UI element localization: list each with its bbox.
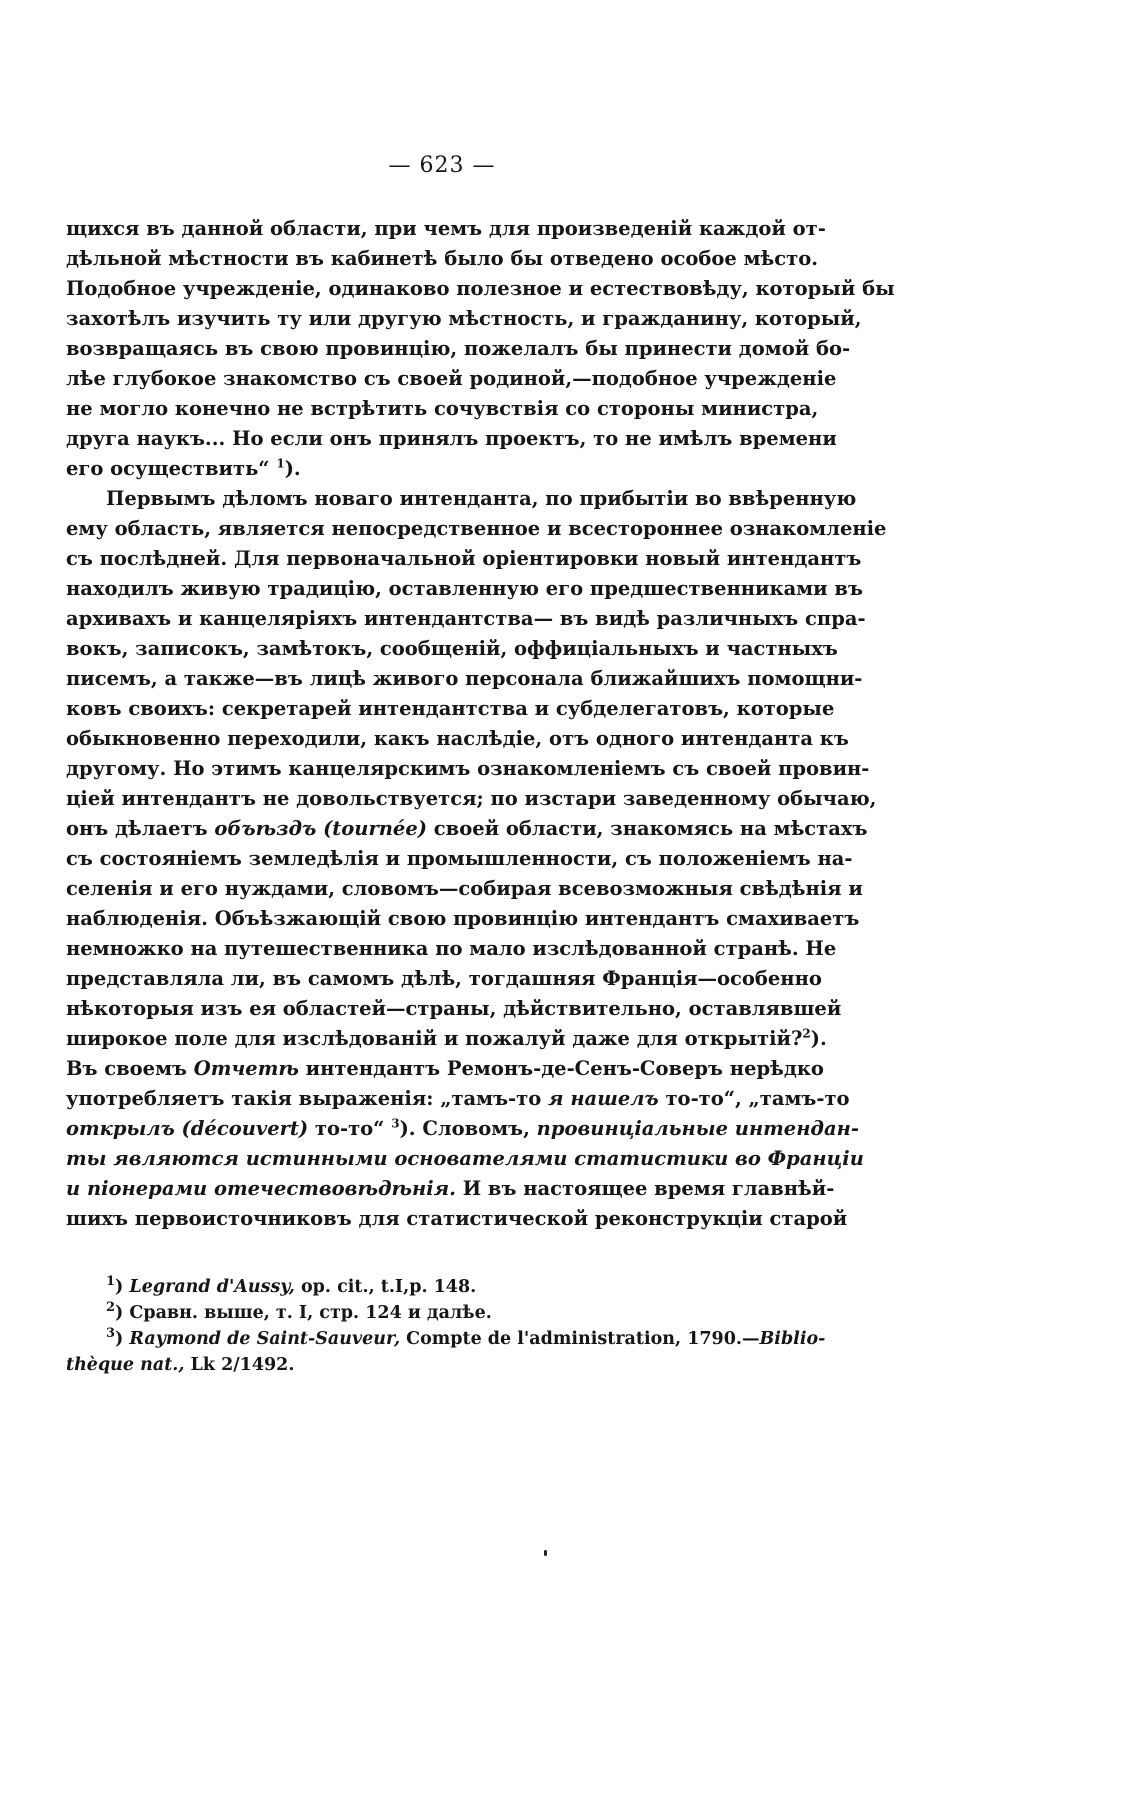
footnote-reference[interactable]: 1 [276,456,285,471]
footnote-2: $^2$) Сравн. выше, т. I, стр. 124 и далѣе. [106,1300,492,1323]
text-line: Подобное учрежденіе, одинаково полезное и естествовѣду, который бы [66,277,895,300]
text-line: лѣе глубокое знакомство съ своей родиной,—подобное учрежденіе [66,367,837,390]
footnote-marker: 1 [106,1274,116,1290]
text-line: щихся въ данной области, при чемъ для произведеній каждой от- [66,217,826,240]
italic-phrase: я нашелъ [548,1087,659,1110]
footnote-text: Сравн. выше, т. I, стр. 124 и далѣе. [129,1303,492,1323]
footnote-3-continued [66,1352,818,1378]
text-line: возвращаясь въ свою провинцію, пожелалъ бы принести домой бо- [66,337,851,360]
text-line: писемъ, а также—въ лицѣ живого персонала ближайшихъ помощни- [66,667,863,690]
italic-phrase: объѣздъ (tournée) [214,817,427,840]
footnote-text: Compte de l'administration, 1790.— [400,1329,760,1349]
footnote-reference[interactable]: 2 [802,1026,811,1041]
footnote-marker: 2 [106,1300,116,1316]
text-line: Первымъ дѣломъ новаго интенданта, по прибытіи во ввѣренную [106,487,857,510]
text-line: находилъ живую традицію, оставленную его предшественниками въ [66,577,863,600]
italic-phrase: и піонерами отечествовѣдѣнія. [66,1177,456,1200]
text-span: онъ дѣлаетъ [66,817,215,840]
text-line [66,454,818,484]
text-span: интендантъ Ремонъ-де-Сенъ-Соверъ нерѣдко [298,1057,824,1080]
text-line [66,1174,835,1204]
text-span: ). [284,457,301,480]
text-line: вокъ, записокъ, замѣтокъ, сообщеній, оффиціальныхъ и частныхъ [66,637,838,660]
footnote-reference[interactable]: 3 [391,1116,400,1131]
text-line: нѣкоторыя изъ ея областей—страны, дѣйствительно, оставлявшей [66,997,842,1020]
italic-phrase: Biblio- [759,1329,826,1349]
text-line: ціей интендантъ не довольствуется; по изстари заведенному обычаю, [66,787,877,810]
text-line: немножко на путешественника по мало изслѣдованной странѣ. Не [66,937,837,960]
text-span: употребляетъ такія выраженія: „тамъ-то [66,1087,549,1110]
text-line: съ послѣдней. Для первоначальной оріентировки новый интендантъ [66,547,862,570]
text-line [66,1114,859,1144]
text-line: ты являются истинными основателями статистики во Франціи [66,1147,864,1170]
text-line [66,1084,850,1114]
italic-phrase: открылъ (découvert) [66,1117,309,1140]
text-span: широкое поле для изслѣдованій и пожалуй даже для открытій? [66,1027,803,1050]
text-span: И въ настоящее время главнѣй- [455,1177,835,1200]
footnote-3: $^3$) Raymond de Saint-Sauveur, Compte de l'administration, 1790.—Biblio- [106,1326,826,1349]
page-number: — 623 — [388,153,496,178]
text-line: другому. Но этимъ канцелярскимъ ознакомленіемъ съ своей провин- [66,757,870,780]
text-span: ). Словомъ, [399,1117,537,1140]
footnote-text: Lk 2/1492. [184,1355,295,1375]
footnotes [66,1274,826,1378]
text-span: его осуществить“ [66,457,270,480]
text-span: своей области, знакомясь на мѣстахъ [426,817,868,840]
text-line [66,1054,824,1084]
footnote-1: $^1$) Legrand d'Aussy, op. cit., t.I,p. 148. [106,1274,477,1297]
italic-phrase: провинціальные интендан- [536,1117,859,1140]
text-line [66,1024,827,1054]
italic-phrase: Отчетѣ [193,1057,299,1080]
text-line: архивахъ и канцеляріяхъ интендантства— въ видѣ различныхъ спра- [66,607,866,630]
text-line [66,814,868,844]
text-line: съ состояніемъ земледѣлія и промышленности, съ положеніемъ на- [66,847,853,870]
italic-phrase: Raymond de Saint-Sauveur, [129,1329,401,1349]
body-text [66,214,895,1234]
text-line: наблюденія. Объѣзжающій свою провинцію интендантъ смахиваетъ [66,907,860,930]
text-line: друга наукъ... Но если онъ принялъ проектъ, то не имѣлъ времени [66,427,837,450]
text-line: представляла ли, въ самомъ дѣлѣ, тогдашняя Франція—особенно [66,967,822,990]
text-span: Въ своемъ [66,1057,194,1080]
text-span: ). [810,1027,827,1050]
text-line: шихъ первоисточниковъ для статистической реконструкціи старой [66,1207,848,1230]
text-line: дѣльной мѣстности въ кабинетѣ было бы отведено особое мѣсто. [66,247,818,270]
text-line: ему область, является непосредственное и всестороннее ознакомленіе [66,517,887,540]
footnote-marker: 3 [106,1326,116,1342]
text-line: не могло конечно не встрѣтить сочувствія со стороны министра, [66,397,819,420]
italic-phrase: thèque nat., [66,1355,185,1375]
text-line: селенія и его нуждами, словомъ—собирая всевозможныя свѣдѣнія и [66,877,863,900]
footnote-text: op. cit., t.I,p. 148. [294,1277,477,1297]
scan-speck [544,1550,547,1556]
text-line: захотѣлъ изучить ту или другую мѣстность, и гражданину, который, [66,307,862,330]
italic-phrase: Legrand d'Aussy, [129,1277,295,1297]
text-span: то-то“, „тамъ-то [658,1087,850,1110]
text-line: обыкновенно переходили, какъ наслѣдіе, отъ одного интенданта къ [66,727,849,750]
text-line: ковъ своихъ: секретарей интендантства и субделегатовъ, которые [66,697,835,720]
text-span: то-то“ [308,1117,392,1140]
